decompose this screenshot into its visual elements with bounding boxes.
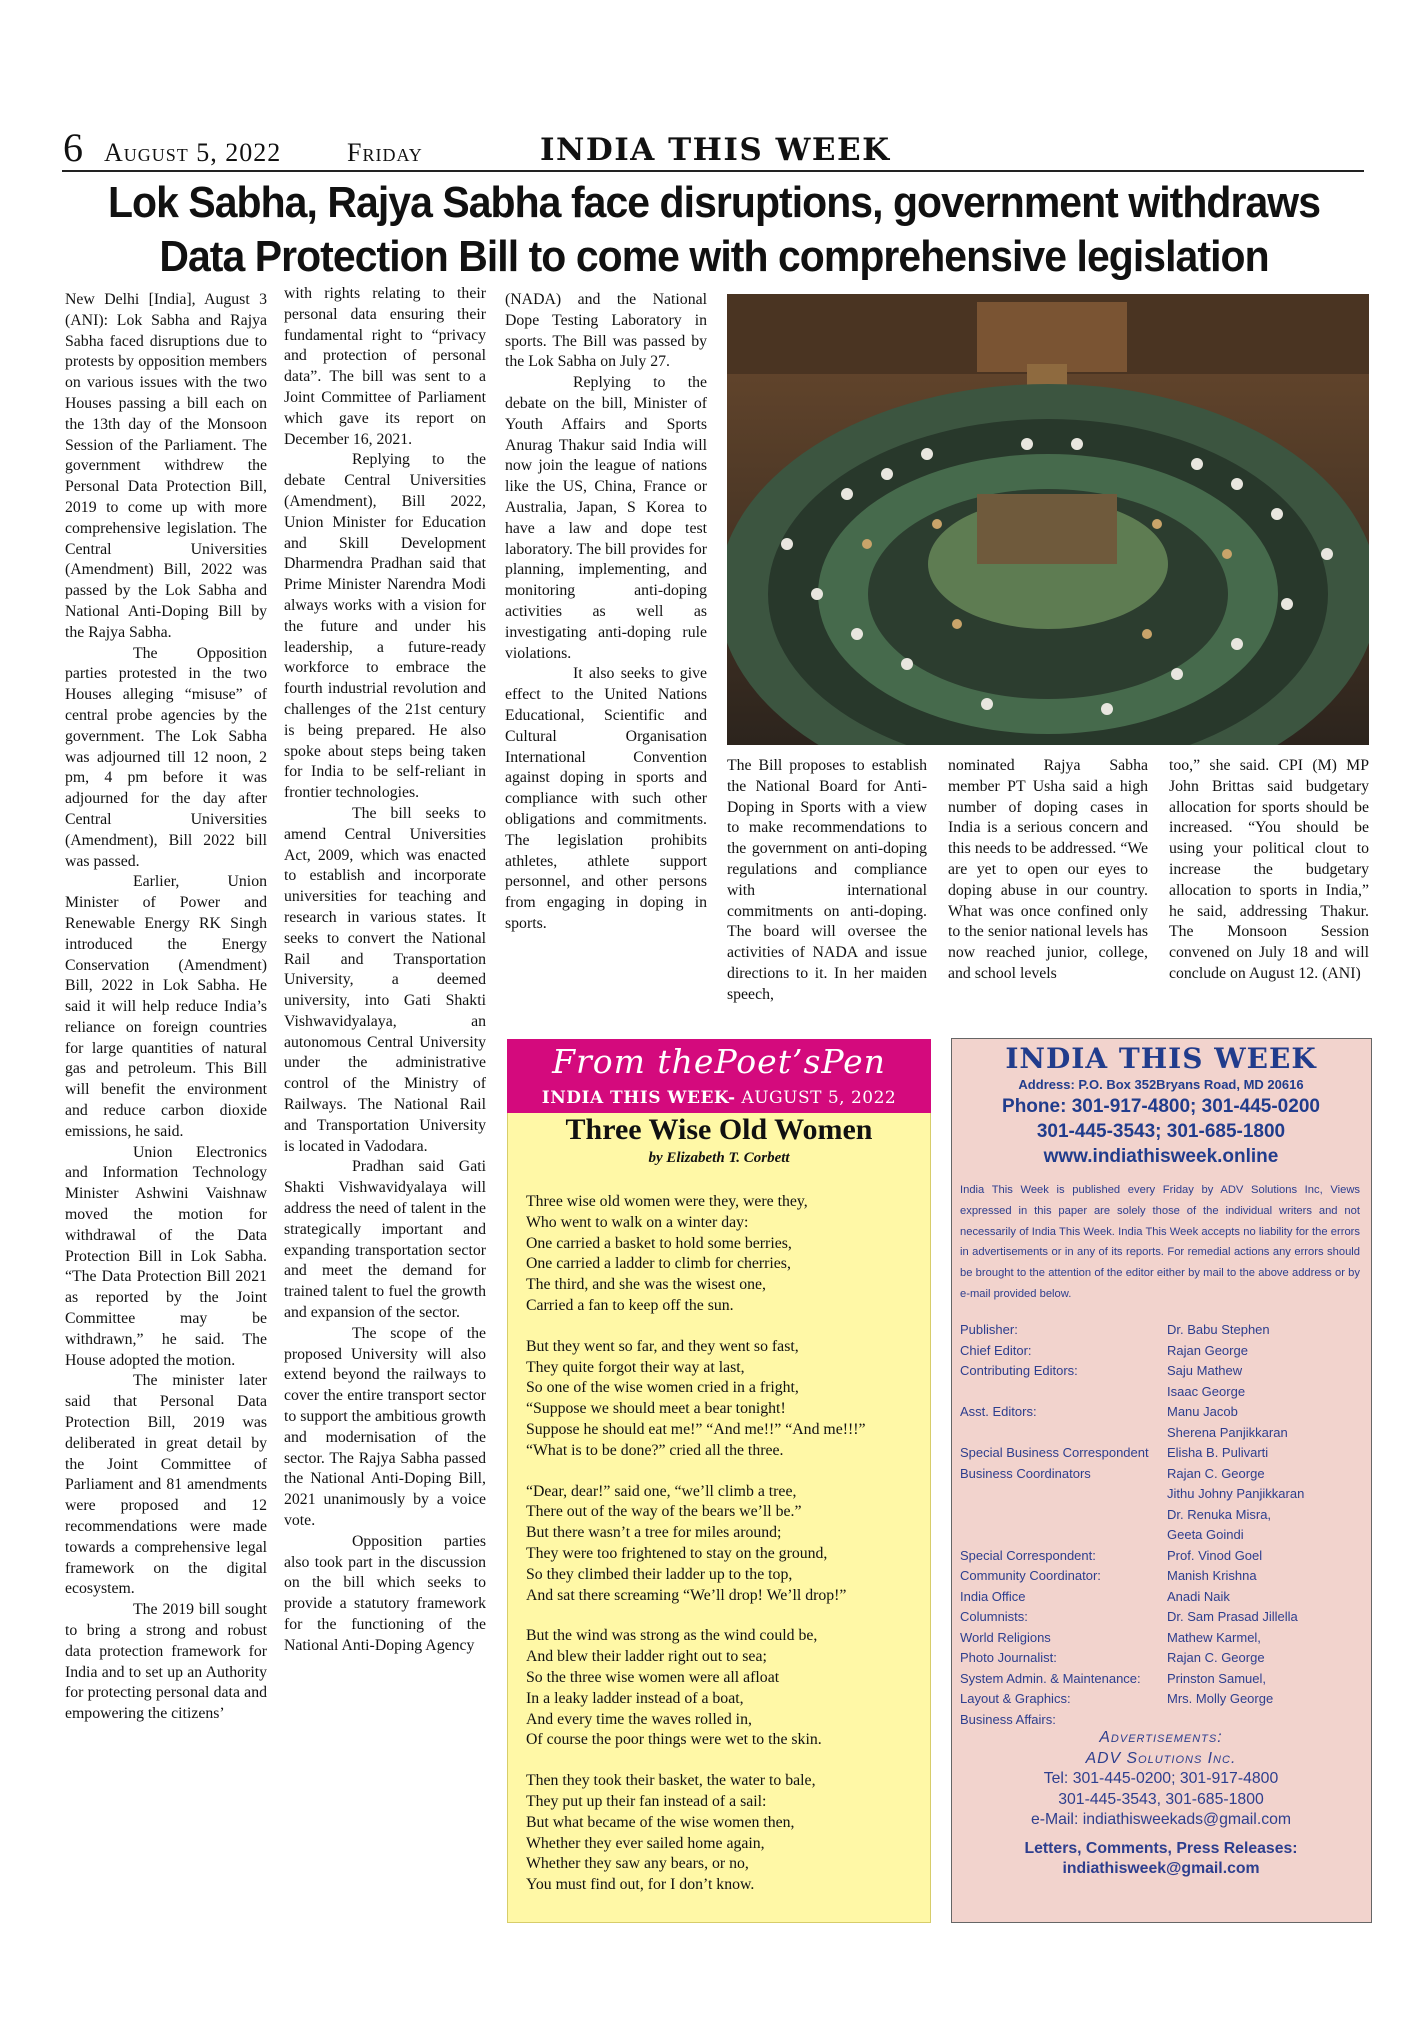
article-paragraph: nominated Rajya Sabha member PT Usha said a high number of doping cases in India is a serious concern and this needs to be addressed. “We are yet to open our eyes to doping abuse in our country. What was once confined only to the senior national levels has now reached junior, college, and school levels [948,757,1148,982]
poem-line: One carried a basket to hold some berries, [526,1234,792,1252]
article-paragraph: The 2019 bill sought to bring a strong and robust data protection framework for India and to set up an Authority for protecting personal data and empowering the citizens’ [65,1601,267,1723]
staff-name [1167,1710,1367,1731]
staff-role: Contributing Editors: [960,1363,1078,1378]
article-column-4 [727,756,927,1006]
article-paragraph: The minister later said that Personal Data Protection Bill, 2019 was deliberated in great detail by the Joint Committee of Parliament and 81 amendments were proposed and 12 recommendations were made towards a comprehensive legal framework on the digital ecosystem. [65,1372,267,1598]
poem-line: “What is to be done?” cried all the three. [526,1441,784,1459]
staff-name: Dr. Renuka Misra, [1167,1506,1272,1522]
poem-title: Three Wise Old Women [565,1113,873,1146]
info-disclaimer: India This Week is published every Friday by ADV Solutions Inc, Views expressed in this paper are solely those of the individual writers and not necessarily of India This Week. India This Week accepts no liability for the errors in advertisements or in any of its reports. For remedial actions any errors should be brought to the attention of the editor either by mail to the above address or by e-mail provided below. [960,1184,1360,1300]
poet-banner: From thePoet’sPen [507,1039,931,1085]
staff-name: Dr. Sam Prasad Jillella [1167,1609,1298,1624]
poem-line: So they climbed their ladder up to the top, [526,1565,793,1583]
staff-role [960,1382,1170,1403]
staff-roles [960,1320,1170,1730]
ads-tel-1: Tel: 301-445-0200; 301-917-4800 [1043,1770,1279,1787]
staff-role [960,1505,1170,1526]
poem-line: Then they took their basket, the water to bale, [526,1772,816,1790]
poem-line: But what became of the wise women then, [526,1813,795,1831]
poem-stanza [526,1337,926,1462]
poem-line: In a leaky ladder instead of a boat, [526,1689,744,1707]
info-phone-2: 301-445-3543; 301-685-1800 [1036,1121,1286,1142]
poem-line: So one of the wise women cried in a fright, [526,1379,799,1397]
article-paragraph: It also seeks to give effect to the United Nations Educational, Scientific and Cultural Organisation International Convention against doping in sports and compliance with such other obligations and commitments. The legislation prohibits athletes, athlete support personnel, and other persons from engaging in doping in sports. [505,665,707,932]
info-website[interactable]: www.indiathisweek.online [1043,1146,1279,1167]
poem-line: Three wise old women were they, were they, [526,1193,808,1210]
staff-role: Community Coordinator: [960,1568,1101,1583]
poet-sub-label: INDIA THIS WEEK- [541,1088,736,1108]
staff-role: Asst. Editors: [960,1404,1037,1419]
article-paragraph: with rights relating to their personal data ensuring their fundamental right to “privacy and protection of personal data”. The bill was sent to a Joint Committee of Parliament which gave its report on December 16, 2021. [284,285,486,448]
ads-block [951,1728,1371,1880]
header-rule [62,170,1364,172]
staff-name: Manish Krishna [1167,1568,1257,1583]
staff-name: Rajan C. George [1167,1650,1265,1665]
poet-subheader [507,1085,931,1113]
poem-line: Who went to walk on a winter day: [526,1213,749,1231]
ads-email[interactable]: e-Mail: indiathisweekads@gmail.com [1030,1811,1292,1828]
poem-line: There out of the way of the bears we’ll be.” [526,1503,802,1521]
staff-name: Anadi Naik [1167,1588,1230,1604]
poem-line: Whether they saw any bears, or no, [526,1855,749,1873]
headline [87,176,1341,284]
staff-role: Chief Editor: [960,1342,1032,1358]
poem-stanza [526,1192,926,1317]
staff-role: Photo Journalist: [960,1650,1057,1665]
staff-name: Jithu Johny Panjikkaran [1167,1486,1305,1501]
staff-role: Special Correspondent: [960,1547,1096,1563]
headline-line-2: Data Protection Bill to come with comprehensive legislation [159,232,1269,281]
staff-name: Rajan C. George [1167,1465,1265,1481]
poem-line: Carried a fan to keep off the sun. [526,1296,734,1314]
poem-line: But they went so far, and they went so fast, [526,1337,799,1355]
poem-body [526,1192,926,1916]
article-paragraph: Replying to the debate Central Universities (Amendment), Bill 2022, Union Minister for Education and Skill Development Dharmendra Pradhan said that Prime Minister Narendra Modi always works with a vision for the future and under his leadership, a future-ready workforce to embrace the fourth industrial revolution and challenges of the 21st century is being prepared. He also spoke about steps being taken for India to be self-reliant in frontier technologies. [284,451,486,802]
poet-sub-date: AUGUST 5, 2022 [735,1088,897,1108]
staff-names [1167,1320,1367,1730]
poem-author: by Elizabeth T. Corbett [648,1150,790,1166]
poem-line: They put up their fan instead of a sail: [526,1792,767,1810]
poem-line: Suppose he should eat me!” “And me!!” “And me!!!” [526,1420,866,1438]
staff-role: System Admin. & Maintenance: [960,1670,1141,1686]
page-number: 6 [63,125,83,170]
staff-role: Columnists: [960,1609,1028,1624]
staff-name: Sherena Panjikkaran [1167,1424,1288,1440]
article-paragraph: The bill seeks to amend Central Universities Act, 2009, which was enacted to establish and incorporate universities for teaching and research in various states. It seeks to convert the National Rail and Transportation University, a deemed university, into Gati Shakti Vishwavidyalaya, an autonomous Central University under the administrative control of the Ministry of Railways. The National Rail and Transportation University is located in Vadodara. [284,804,486,1155]
poem-line: They were too frightened to stay on the ground, [526,1544,828,1562]
article-column-2 [284,284,486,1657]
ads-tel-2: 301-445-3543, 301-685-1800 [1058,1790,1264,1808]
article-paragraph: The Opposition parties protested in the two Houses alleging “misuse” of central probe agencies by the government. The Lok Sabha was adjourned till 12 noon, 2 pm, 4 pm before it was adjourned for the day after Central Universities (Amendment), Bill 2022 bill was passed. [65,644,267,870]
staff-name: Mathew Karmel, [1167,1629,1261,1645]
staff-role: Special Business Correspondent [960,1445,1149,1460]
issue-day: Friday [347,138,423,167]
headline-line-1: Lok Sabha, Rajya Sabha face disruptions, government withdraws [107,178,1321,227]
staff-role [960,1525,1170,1546]
poem-line: The third, and she was the wisest one, [526,1276,766,1294]
issue-date: August 5, 2022 [104,138,282,167]
poem-line: Of course the poor things were wet to the skin. [526,1731,822,1749]
article-column-5 [948,756,1148,985]
staff-role [960,1484,1170,1505]
article-paragraph: Union Electronics and Information Technology Minister Ashwini Vaishnaw moved the motion for withdrawal of the Data Protection Bill in Lok Sabha. “The Data Protection Bill 2021 as reported by the Joint Committee may be withdrawn,” he said. The House adopted the motion. [65,1143,267,1369]
letters-email[interactable]: indiathisweek@gmail.com [1062,1860,1260,1877]
staff-role: Business Coordinators [960,1465,1091,1481]
poem-line: You must find out, for I don’t know. [526,1876,755,1894]
poem-line: So the three wise women were all afloat [526,1668,780,1686]
parliament-photo [727,294,1369,745]
staff-name: Mrs. Molly George [1167,1691,1274,1706]
article-paragraph: New Delhi [India], August 3 (ANI): Lok Sabha and Rajya Sabha faced disruptions due to protests by opposition members on various issues with the two Houses passing a bill each on the 13th day of the Monsoon Session of the Parliament. The government withdrew the Personal Data Protection Bill, 2019 to come up with more comprehensive legislation. The Central Universities (Amendment) Bill, 2022 was passed by the Lok Sabha and National Anti-Doping Bill by the Rajya Sabha. [65,291,267,641]
info-phone-1: Phone: 301-917-4800; 301-445-0200 [1002,1096,1320,1117]
staff-name: Isaac George [1167,1383,1246,1399]
article-paragraph: The Bill proposes to establish the National Board for Anti-Doping in Sports with a view to make recommendations to the government on anti-doping regulations and compliance with international commitments on anti-doping. The board will oversee the activities of NADA and issue directions to it. In her maiden speech, [727,757,927,1003]
staff-name: Saju Mathew [1167,1363,1243,1378]
article-paragraph: (NADA) and the National Dope Testing Laboratory in sports. The Bill was passed by the Lok Sabha on July 27. [505,291,707,371]
poem-line: They quite forgot their way at last, [526,1358,745,1376]
article-paragraph: The scope of the proposed University will also extend beyond the railways to cover the entire transport sector to support the ambitious growth and modernisation of the sector. The Rajya Sabha passed the National Anti-Doping Bill, 2021 unanimously by a voice vote. [284,1324,486,1530]
poem-line: Whether they ever sailed home again, [526,1834,765,1852]
staff-name: Rajan George [1167,1342,1248,1358]
article-column-6 [1169,756,1369,985]
info-address: Address: P.O. Box 352Bryans Road, MD 20616 [1018,1077,1304,1092]
parliament-chamber-image [727,294,1369,745]
article-paragraph: Pradhan said Gati Shakti Vishwavidyalaya will address the need of talent in the strategically important and expanding transportation sector and meet the demand for trained talent to fuel the growth and expansion of the sector. [284,1158,486,1322]
staff-name: Dr. Babu Stephen [1167,1322,1270,1337]
staff-role [960,1423,1170,1444]
poem-line: But there wasn’t a tree for miles around; [526,1524,782,1542]
staff-role: Layout & Graphics: [960,1691,1071,1706]
info-title: INDIA THIS WEEK [1005,1042,1317,1075]
article-paragraph: Replying to the debate on the bill, Minister of Youth Affairs and Sports Anurag Thakur said India will now join the league of nations like the US, China, France or Australia, Japan, S Korea to have a law and dope test laboratory. The bill provides for planning, implementing, and monitoring anti-doping activities as well as investigating anti-doping rule violations. [505,374,707,662]
letters-label: Letters, Comments, Press Releases: [1024,1839,1298,1857]
poem-line: And every time the waves rolled in, [526,1710,752,1728]
staff-role: Business Affairs: [960,1711,1056,1727]
masthead: INDIA THIS WEEK [540,132,891,168]
article-column-3 [505,290,707,935]
staff-name: Manu Jacob [1167,1404,1238,1419]
poem-line: One carried a ladder to climb for cherries, [526,1255,791,1273]
staff-role: Publisher: [960,1322,1018,1337]
poem-stanza [526,1482,926,1607]
poem-line: “Suppose we should meet a bear tonight! [526,1400,786,1418]
article-column-1 [65,290,267,1725]
article-paragraph: too,” she said. CPI (M) MP John Brittas said budgetary allocation for sports should be increased. “You should be using your political clout to increase the budgetary allocation to sports in India,” he said, addressing Thakur. The Monsoon Session convened on July 18 and will conclude on August 12. (ANI) [1169,757,1369,982]
staff-name: Prinston Samuel, [1167,1670,1266,1686]
poem-line: And sat there screaming “We’ll drop! We’ll drop!” [526,1586,847,1604]
poem-stanza [526,1771,926,1896]
poem-line: And blew their ladder right out to sea; [526,1648,767,1666]
poem-line: But the wind was strong as the wind could be, [526,1627,818,1645]
staff-name: Prof. Vinod Goel [1167,1547,1263,1563]
staff-name: Elisha B. Pulivarti [1167,1445,1269,1460]
article-paragraph: Earlier, Union Minister of Power and Renewable Energy RK Singh introduced the Energy Conservation (Amendment) Bill, 2022 in Lok Sabha. He said it will help reduce India’s reliance on foreign countries for large quantities of natural gas and petroleum. This Bill will benefit the environment and reduce carbon dioxide emissions, he said. [65,873,267,1140]
ads-heading: Advertisements: [1099,1729,1223,1746]
ads-company: ADV Solutions Inc. [1085,1749,1237,1767]
article-paragraph: Opposition parties also took part in the discussion on the bill which seeks to provide a statutory framework for the functioning of the National Anti-Doping Agency [284,1532,486,1654]
poem-stanza [526,1626,926,1751]
staff-role: India Office [960,1588,1026,1604]
staff-name: Geeta Goindi [1167,1527,1244,1542]
poem-line: “Dear, dear!” said one, “we’ll climb a tree, [526,1482,797,1500]
staff-role: World Religions [960,1629,1051,1645]
